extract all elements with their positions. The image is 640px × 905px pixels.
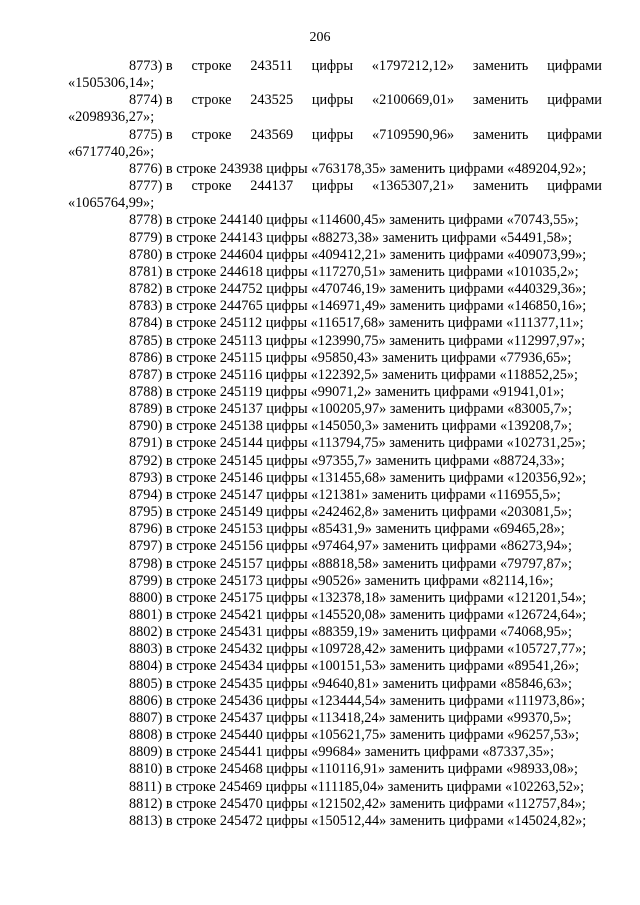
- amendment-word: заменить: [472, 178, 529, 195]
- amendment-item: 8796) в строке 245153 цифры «85431,9» заменить цифрами «69465,28»;: [129, 521, 565, 538]
- amendment-item: 8787) в строке 245116 цифры «122392,5» заменить цифрами «118852,25»;: [129, 366, 579, 383]
- amendment-word: заменить: [472, 92, 529, 109]
- amendment-item: 8808) в строке 245440 цифры «105621,75» заменить цифрами «96257,53»;: [129, 727, 580, 744]
- amendment-word: цифрами: [547, 92, 602, 109]
- amendment-item: 8802) в строке 245431 цифры «88359,19» заменить цифрами «74068,95»;: [129, 624, 572, 641]
- amendment-item: [68, 127, 602, 161]
- amendment-word: строке: [191, 58, 232, 74]
- amendment-word: цифрами: [547, 126, 602, 143]
- amendment-item: 8807) в строке 245437 цифры «113418,24» заменить цифрами «99370,5»;: [129, 709, 572, 726]
- amendment-word: цифры: [311, 92, 354, 109]
- amendment-word: цифрами: [547, 178, 602, 195]
- amendment-word: цифрами: [547, 58, 602, 74]
- amendment-line: [68, 92, 602, 109]
- amendment-item: 8785) в строке 245113 цифры «123990,75» заменить цифрами «112997,97»;: [129, 332, 586, 349]
- amendment-word: 8773) в: [129, 58, 173, 74]
- page-number: 206: [309, 30, 331, 45]
- amendment-word: «2100669,01»: [371, 92, 455, 109]
- amendment-item: 8813) в строке 245472 цифры «150512,44» заменить цифрами «145024,82»;: [129, 812, 587, 829]
- amendment-item: 8780) в строке 244604 цифры «409412,21» заменить цифрами «409073,99»;: [129, 246, 587, 263]
- amendment-word: 243525: [250, 92, 294, 109]
- amendment-word: строке: [191, 92, 232, 109]
- amendment-continuation: «1065764,99»;: [68, 195, 155, 212]
- amendment-item: 8804) в строке 245434 цифры «100151,53» заменить цифрами «89541,26»;: [129, 658, 580, 675]
- amendment-word: цифры: [311, 178, 354, 195]
- amendment-item: 8806) в строке 245436 цифры «123444,54» заменить цифрами «111973,86»;: [129, 692, 586, 709]
- amendment-continuation: «2098936,27»;: [68, 109, 155, 126]
- amendment-item: 8778) в строке 244140 цифры «114600,45» заменить цифрами «70743,55»;: [129, 212, 579, 229]
- amendment-item: 8811) в строке 245469 цифры «111185,04» заменить цифрами «102263,52»;: [129, 778, 585, 795]
- amendment-item: 8809) в строке 245441 цифры «99684» заменить цифрами «87337,35»;: [129, 744, 555, 761]
- amendment-item: 8792) в строке 245145 цифры «97355,7» заменить цифрами «88724,33»;: [129, 452, 565, 469]
- amendment-item: 8794) в строке 245147 цифры «121381» заменить цифрами «116955,5»;: [129, 486, 561, 503]
- amendment-word: 8774) в: [129, 92, 173, 109]
- amendment-item: [68, 178, 602, 212]
- amendment-word: строке: [191, 178, 232, 195]
- amendment-word: 244137: [250, 178, 294, 195]
- amendment-item: 8797) в строке 245156 цифры «97464,97» заменить цифрами «86273,94»;: [129, 538, 572, 555]
- amendment-word: 243511: [250, 58, 293, 74]
- amendment-item: 8781) в строке 244618 цифры «117270,51» заменить цифрами «101035,2»;: [129, 263, 579, 280]
- amendment-item: 8793) в строке 245146 цифры «131455,68» заменить цифрами «120356,92»;: [129, 469, 587, 486]
- amendment-line: [68, 178, 602, 195]
- amendment-item: 8783) в строке 244765 цифры «146971,49» заменить цифрами «146850,16»;: [129, 298, 587, 315]
- amendment-item: 8801) в строке 245421 цифры «145520,08» заменить цифрами «126724,64»;: [129, 607, 587, 623]
- amendment-item: 8798) в строке 245157 цифры «88818,58» заменить цифрами «79797,87»;: [129, 555, 572, 572]
- amendment-item: 8789) в строке 245137 цифры «100205,97» заменить цифрами «83005,7»;: [129, 401, 572, 418]
- amendment-word: строке: [191, 126, 232, 143]
- amendment-word: 8775) в: [129, 126, 173, 143]
- amendment-item: 8795) в строке 245149 цифры «242462,8» заменить цифрами «203081,5»;: [129, 504, 572, 521]
- amendment-item: 8784) в строке 245112 цифры «116517,68» заменить цифрами «111377,11»;: [129, 315, 584, 332]
- amendment-item: 8805) в строке 245435 цифры «94640,81» заменить цифрами «85846,63»;: [129, 675, 572, 692]
- amendment-word: 243569: [250, 126, 294, 143]
- amendment-item: [68, 92, 602, 126]
- amendment-item: 8800) в строке 245175 цифры «132378,18» заменить цифрами «121201,54»;: [129, 589, 587, 606]
- amendment-item: 8791) в строке 245144 цифры «113794,75» заменить цифрами «102731,25»;: [129, 435, 586, 452]
- amendment-item: 8790) в строке 245138 цифры «145050,3» заменить цифрами «139208,7»;: [129, 418, 572, 435]
- amendment-item: 8799) в строке 245173 цифры «90526» заменить цифрами «82114,16»;: [129, 572, 554, 589]
- amendment-item: 8779) в строке 244143 цифры «88273,38» заменить цифрами «54491,58»;: [129, 229, 572, 246]
- amendment-line: [68, 58, 602, 75]
- amendment-line: [68, 127, 602, 144]
- amendment-word: «7109590,96»: [371, 126, 455, 143]
- amendment-word: заменить: [472, 58, 529, 74]
- amendment-word: цифры: [311, 126, 354, 143]
- amendment-item: 8810) в строке 245468 цифры «110116,91» заменить цифрами «98933,08»;: [129, 761, 579, 778]
- amendment-continuation: «1505306,14»;: [68, 75, 155, 92]
- amendment-word: «1365307,21»: [371, 178, 455, 195]
- amendment-item: 8776) в строке 243938 цифры «763178,35» заменить цифрами «489204,92»;: [129, 160, 587, 177]
- amendment-item: 8788) в строке 245119 цифры «99071,2» заменить цифрами «91941,01»;: [129, 383, 565, 400]
- amendment-continuation: «6717740,26»;: [68, 143, 155, 160]
- amendment-word: 8777) в: [129, 178, 173, 195]
- amendment-item: 8803) в строке 245432 цифры «109728,42» заменить цифрами «105727,77»;: [129, 641, 587, 658]
- amendment-word: «1797212,12»: [371, 58, 454, 74]
- amendment-item: [68, 58, 602, 92]
- amendment-item: 8782) в строке 244752 цифры «470746,19» заменить цифрами «440329,36»;: [129, 281, 587, 298]
- amendment-item: 8786) в строке 245115 цифры «95850,43» заменить цифрами «77936,65»;: [129, 349, 572, 366]
- amendment-list: [68, 58, 602, 830]
- amendment-word: заменить: [472, 126, 529, 143]
- amendment-item: 8812) в строке 245470 цифры «121502,42» заменить цифрами «112757,84»;: [129, 795, 586, 812]
- amendment-word: цифры: [311, 58, 353, 74]
